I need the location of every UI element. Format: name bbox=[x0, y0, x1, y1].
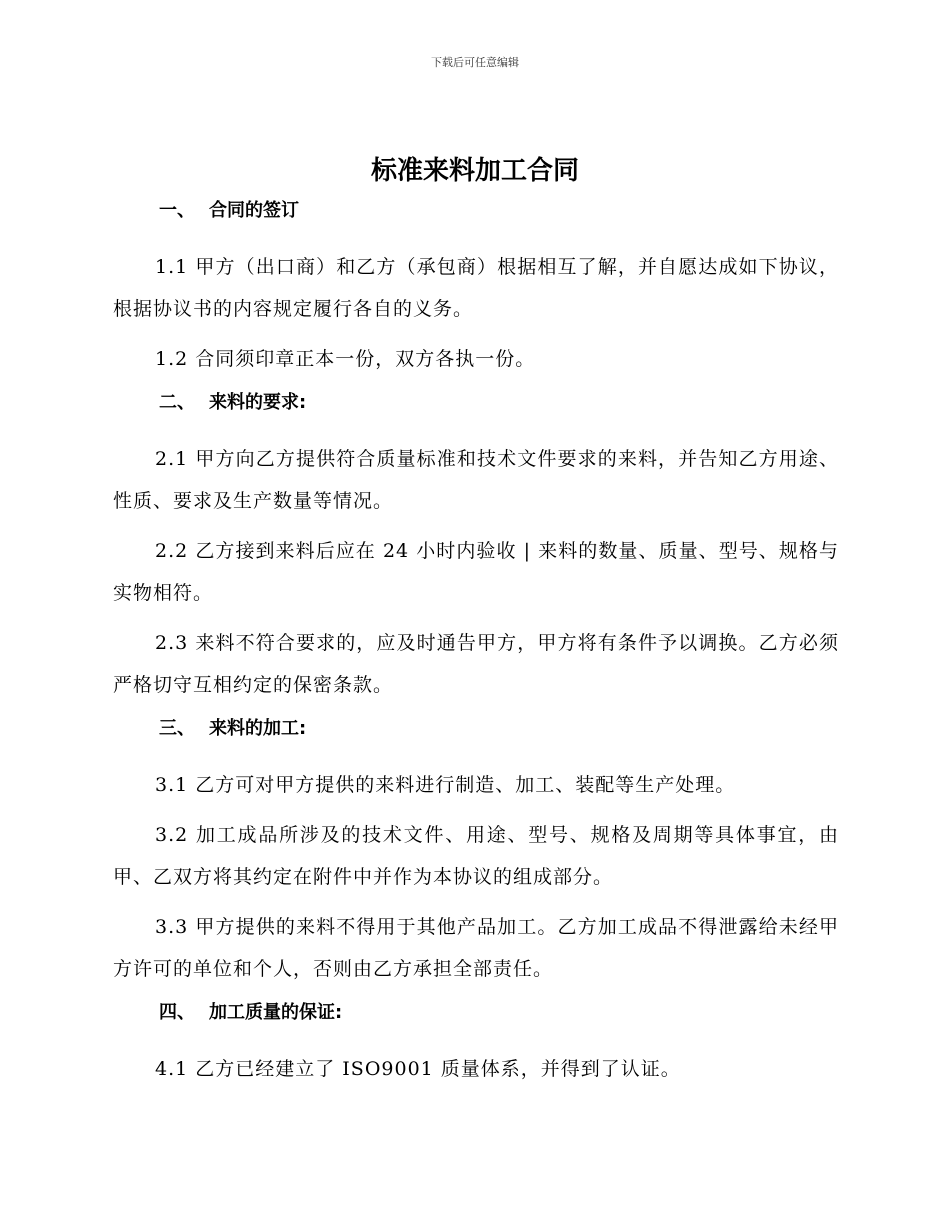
section-number: 四、 bbox=[159, 1002, 195, 1023]
section-number: 一、 bbox=[159, 200, 195, 221]
paragraph: 4.1 乙方已经建立了 ISO9001 质量体系，并得到了认证。 bbox=[155, 1058, 681, 1080]
paragraph: 3.2 加工成品所涉及的技术文件、用途、型号、规格及周期等具体事宜，由甲、乙双方将其约定在附件中并作为本协议的组成部分。 bbox=[113, 824, 839, 888]
section-heading bbox=[113, 714, 839, 744]
paragraph: 2.1 甲方向乙方提供符合质量标准和技术文件要求的来料，并告知乙方用途、性质、要求及生产数量等情况。 bbox=[113, 448, 839, 512]
paragraph: 3.1 乙方可对甲方提供的来料进行制造、加工、装配等生产处理。 bbox=[155, 774, 736, 796]
section-title: 加工质量的保证: bbox=[209, 1002, 343, 1023]
document-body bbox=[113, 196, 839, 1098]
paragraph: 1.1 甲方（出口商）和乙方（承包商）根据相互了解，并自愿达成如下协议，根据协议书的内容规定履行各自的义务。 bbox=[113, 256, 839, 320]
section-heading bbox=[113, 196, 839, 226]
section-heading bbox=[113, 388, 839, 418]
document-title: 标准来料加工合同 bbox=[370, 156, 579, 186]
section-number: 三、 bbox=[159, 718, 195, 739]
section-number: 二、 bbox=[159, 392, 195, 413]
paragraph: 2.3 来料不符合要求的，应及时通告甲方，甲方将有条件予以调换。乙方必须严格切守互相约定的保密条款。 bbox=[113, 632, 839, 696]
section-title: 合同的签订 bbox=[209, 200, 299, 221]
section-title: 来料的加工: bbox=[209, 718, 307, 739]
paragraph: 1.2 合同须印章正本一份，双方各执一份。 bbox=[155, 348, 536, 370]
paragraph: 2.2 乙方接到来料后应在 24 小时内验收 | 来料的数量、质量、型号、规格与实物相符。 bbox=[113, 540, 839, 604]
section-title: 来料的要求: bbox=[209, 392, 307, 413]
header-note: 下载后可任意编辑 bbox=[431, 56, 519, 69]
section-heading bbox=[113, 998, 839, 1028]
paragraph: 3.3 甲方提供的来料不得用于其他产品加工。乙方加工成品不得泄露给未经甲方许可的单位和个人，否则由乙方承担全部责任。 bbox=[113, 916, 839, 980]
